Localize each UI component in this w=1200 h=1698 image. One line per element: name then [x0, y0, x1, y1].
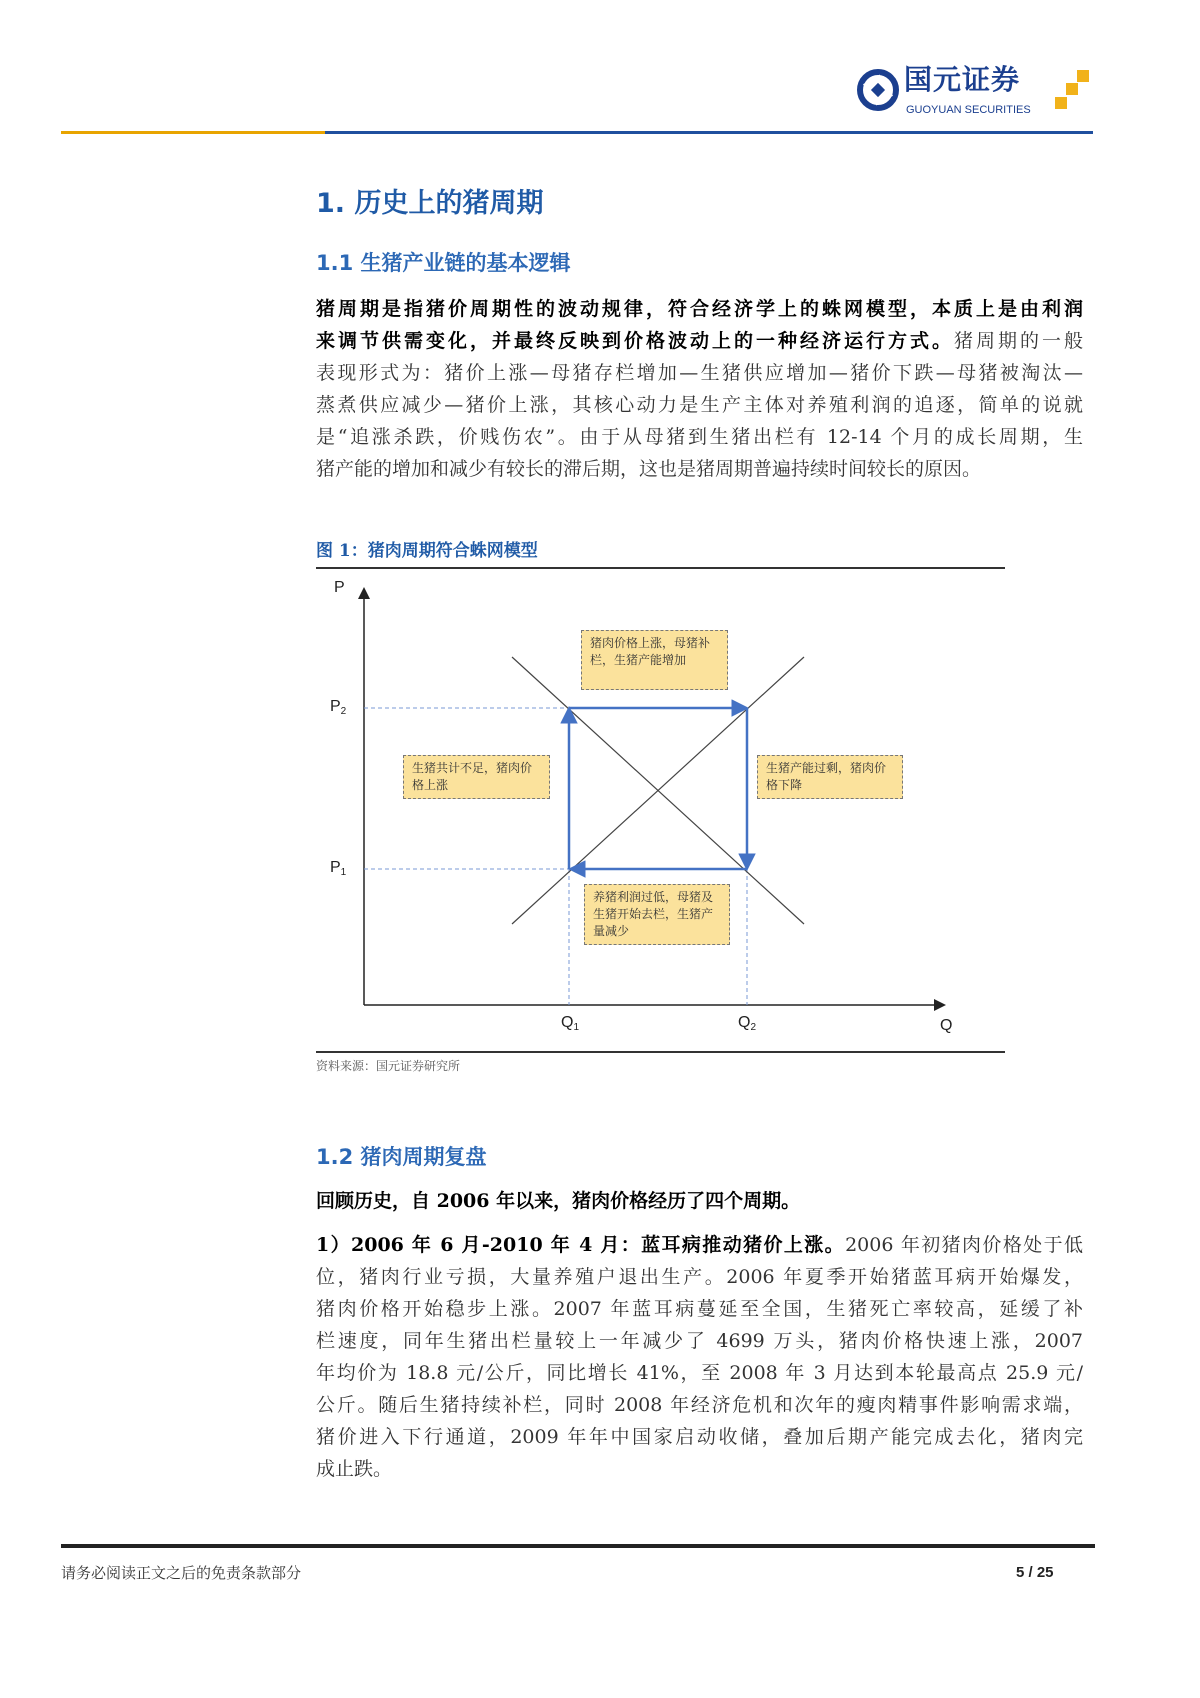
figure-bottom-rule: [316, 1051, 1005, 1053]
footer-rule: [61, 1544, 1095, 1548]
annotation-box-left: 生猪共计不足，猪肉价格上涨: [403, 755, 550, 799]
footer-disclaimer: 请务必阅读正文之后的免责条款部分: [61, 1564, 302, 1582]
paragraph-line: 成止跌。: [316, 1458, 393, 1480]
paragraph-line: 是“追涨杀跌，价贱伤农”。由于从母猪到生猪出栏有 12-14 个月的成长周期，生: [316, 426, 1083, 448]
annotation-box-top: 猪肉价格上涨，母猪补栏，生猪产能增加: [581, 630, 728, 690]
paragraph-line: 公斤。随后生猪持续补栏，同时 2008 年经济危机和次年的瘦肉精事件影响需求端，: [316, 1394, 1083, 1416]
logo-english-name: GUOYUAN SECURITIES: [906, 104, 1031, 116]
p1-label: $P_1$: [330, 859, 347, 878]
q1-label: $Q_1$: [561, 1014, 580, 1033]
paragraph-line: 年均价为 18.8 元/公斤，同比增长 41%，至 2008 年 3 月达到本轮最高点 25.9 元/: [316, 1362, 1083, 1384]
page-number: 5 / 25: [1016, 1564, 1054, 1581]
paragraph-line: 猪肉价格开始稳步上涨。2007 年蓝耳病蔓延至全国，生猪死亡率较高，延缓了补: [316, 1298, 1083, 1320]
paragraph-line: 1）2006 年 6 月-2010 年 4 月：蓝耳病推动猪价上涨。2006 年初猪肉价格处于低: [316, 1234, 1083, 1256]
p2-label: $P_2$: [330, 698, 347, 717]
annotation-box-bottom: 养猪利润过低，母猪及生猪开始去栏，生猪产量减少: [584, 884, 730, 945]
figure-title: 图 1：猪肉周期符合蛛网模型: [316, 541, 538, 561]
figure-source: 资料来源：国元证券研究所: [316, 1059, 461, 1073]
p-axis-label: P: [334, 579, 345, 596]
paragraph-line: 蒸煮供应减少—猪价上涨，其核心动力是生产主体对养殖利润的追逐，简单的说就: [316, 394, 1083, 416]
paragraph-line: 栏速度，同年生猪出栏量较上一年减少了 4699 万头，猪肉价格快速上涨，2007: [316, 1330, 1083, 1352]
q-axis-label: Q: [940, 1017, 953, 1034]
lead-sentence: 回顾历史，自 2006 年以来，猪肉价格经历了四个周期。: [316, 1190, 801, 1212]
annotation-box-right: 生猪产能过剩，猪肉价格下降: [757, 755, 903, 799]
paragraph-line: 猪周期是指猪价周期性的波动规律，符合经济学上的蛛网模型，本质上是由利润: [316, 298, 1083, 320]
subsection-title-1-2: 1.2 猪肉周期复盘: [316, 1145, 487, 1169]
paragraph-line: 猪价进入下行通道，2009 年年中国家启动收储，叠加后期产能完成去化，猪肉完: [316, 1426, 1083, 1448]
q2-label: $Q_2$: [738, 1014, 757, 1033]
logo-chinese-name: 国元证券: [904, 64, 1021, 96]
paragraph-line: 来调节供需变化，并最终反映到价格波动上的一种经济运行方式。猪周期的一般: [316, 330, 1083, 352]
paragraph-line: 猪产能的增加和减少有较长的滞后期，这也是猪周期普遍持续时间较长的原因。: [316, 458, 982, 480]
paragraph-line: 表现形式为：猪价上涨—母猪存栏增加—生猪供应增加—猪价下跌—母猪被淘汰—: [316, 362, 1083, 384]
paragraph-line: 位，猪肉行业亏损，大量养殖户退出生产。2006 年夏季开始猪蓝耳病开始爆发，: [316, 1266, 1083, 1288]
subsection-title-1-1: 1.1 生猪产业链的基本逻辑: [316, 251, 571, 275]
section-title: 1. 历史上的猪周期: [316, 188, 544, 219]
